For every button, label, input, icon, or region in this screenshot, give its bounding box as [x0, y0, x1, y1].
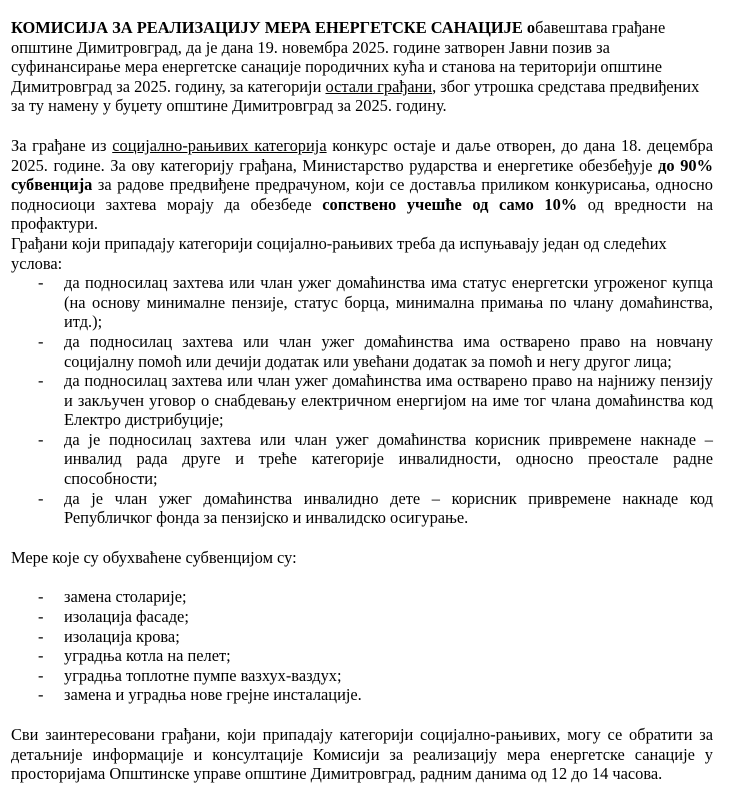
own-contribution: сопствено учешће од само 10% — [322, 194, 578, 214]
condition-item: - да подносилац захтева или члан ужег домаћинства има остварено право на најнижу пензију и закључен уговор о снабдевању електричном енергијом на име тог члана домаћинства код Електро дистрибуције; — [11, 371, 713, 430]
social-paragraph — [11, 136, 713, 234]
conditions-list — [11, 273, 713, 528]
measure-item: - замена столарије; — [11, 587, 713, 607]
social-underlined-category: социјално-рањивих категорија — [112, 135, 327, 155]
measures-list — [11, 587, 713, 705]
condition-item: - да је члан ужег домаћинства инвалидно дете – корисник привремене накнаде код Републичког фонда за пензијско и инвалидско осигурање. — [11, 489, 713, 528]
measure-item: - уградња котла на пелет; — [11, 646, 713, 666]
intro-paragraph — [11, 18, 713, 116]
social-text-1: За грађане из — [11, 135, 113, 155]
condition-item: - да је подносилац захтева или члан ужег домаћинства корисник привремене накнаде – инвалид рада друге и треће категорије инвалидности, односно преостале радне способности; — [11, 430, 713, 489]
measure-item: - изолација фасаде; — [11, 607, 713, 627]
intro-underlined-category: остали грађани — [325, 76, 433, 96]
social-text-4: од вредности на профактури. — [11, 194, 713, 234]
measures-intro: Мере које су обухваћене субвенцијом су: — [11, 547, 297, 567]
social-text-3: за радове предвиђене предрачуном, који се доставља приликом конкурисања, односно подносиоци захтева морају да обезбеде — [11, 175, 713, 214]
measure-item: - замена и уградња нове грејне инсталације. — [11, 685, 713, 705]
intro-lead-letter: о — [526, 18, 536, 37]
commission-heading: КОМИСИЈА ЗА РЕАЛИЗАЦИЈУ МЕРА ЕНЕРГЕТСКЕ САНАЦИЈЕ — [11, 18, 523, 37]
document-page — [11, 18, 713, 784]
measure-item: - уградња топлотне пумпе вазхух-ваздух; — [11, 666, 713, 686]
subsidy-percentage: до 90% субвенција — [11, 155, 713, 195]
closing-paragraph: Сви заинтересовани грађани, који припадају категорији социјално-рањивих, могу се обратити за детаљније информације и консултације Комисији за реализацију мера енергетске санације у просторијама Општинске управе општине Димитровград, радним данима од 12 до 14 часова. — [11, 725, 713, 784]
social-text-2: конкурс остаје и даље отворен, до дана 18. децембра 2025. године. За ову категорију грађана, Министарство рударства и енергетике обезбеђује — [11, 135, 713, 175]
intro-text-1: бавештава грађане општине Димитровград, да је дана 19. новембра 2025. године затворен Јавни позив за суфинансирање мера енергетске санације породичних кућа и станова на територији општине Димитровград за 2025. годину, за категорији — [11, 18, 666, 96]
intro-text-2: , због утрошка средстава предвиђених за ту намену у буџету општине Димитровград за 2025. годину. — [11, 76, 700, 116]
condition-item: - да подносилац захтева или члан ужег домаћинства има остварено право на новчану социјалну помоћ или дечији додатак или увећани додатак за помоћ и негу другог лица; — [11, 332, 713, 371]
measure-item: - изолација крова; — [11, 627, 713, 647]
conditions-intro: Грађани који припадају категорији социјално-рањивих треба да испуњавају један од следећих услова: — [11, 233, 667, 273]
condition-item: - да подносилац захтева или члан ужег домаћинства има статус енергетски угроженог купца (на основу минималне пензије, статус борца, минимална примања по члану домаћинства, итд.); — [11, 273, 713, 332]
